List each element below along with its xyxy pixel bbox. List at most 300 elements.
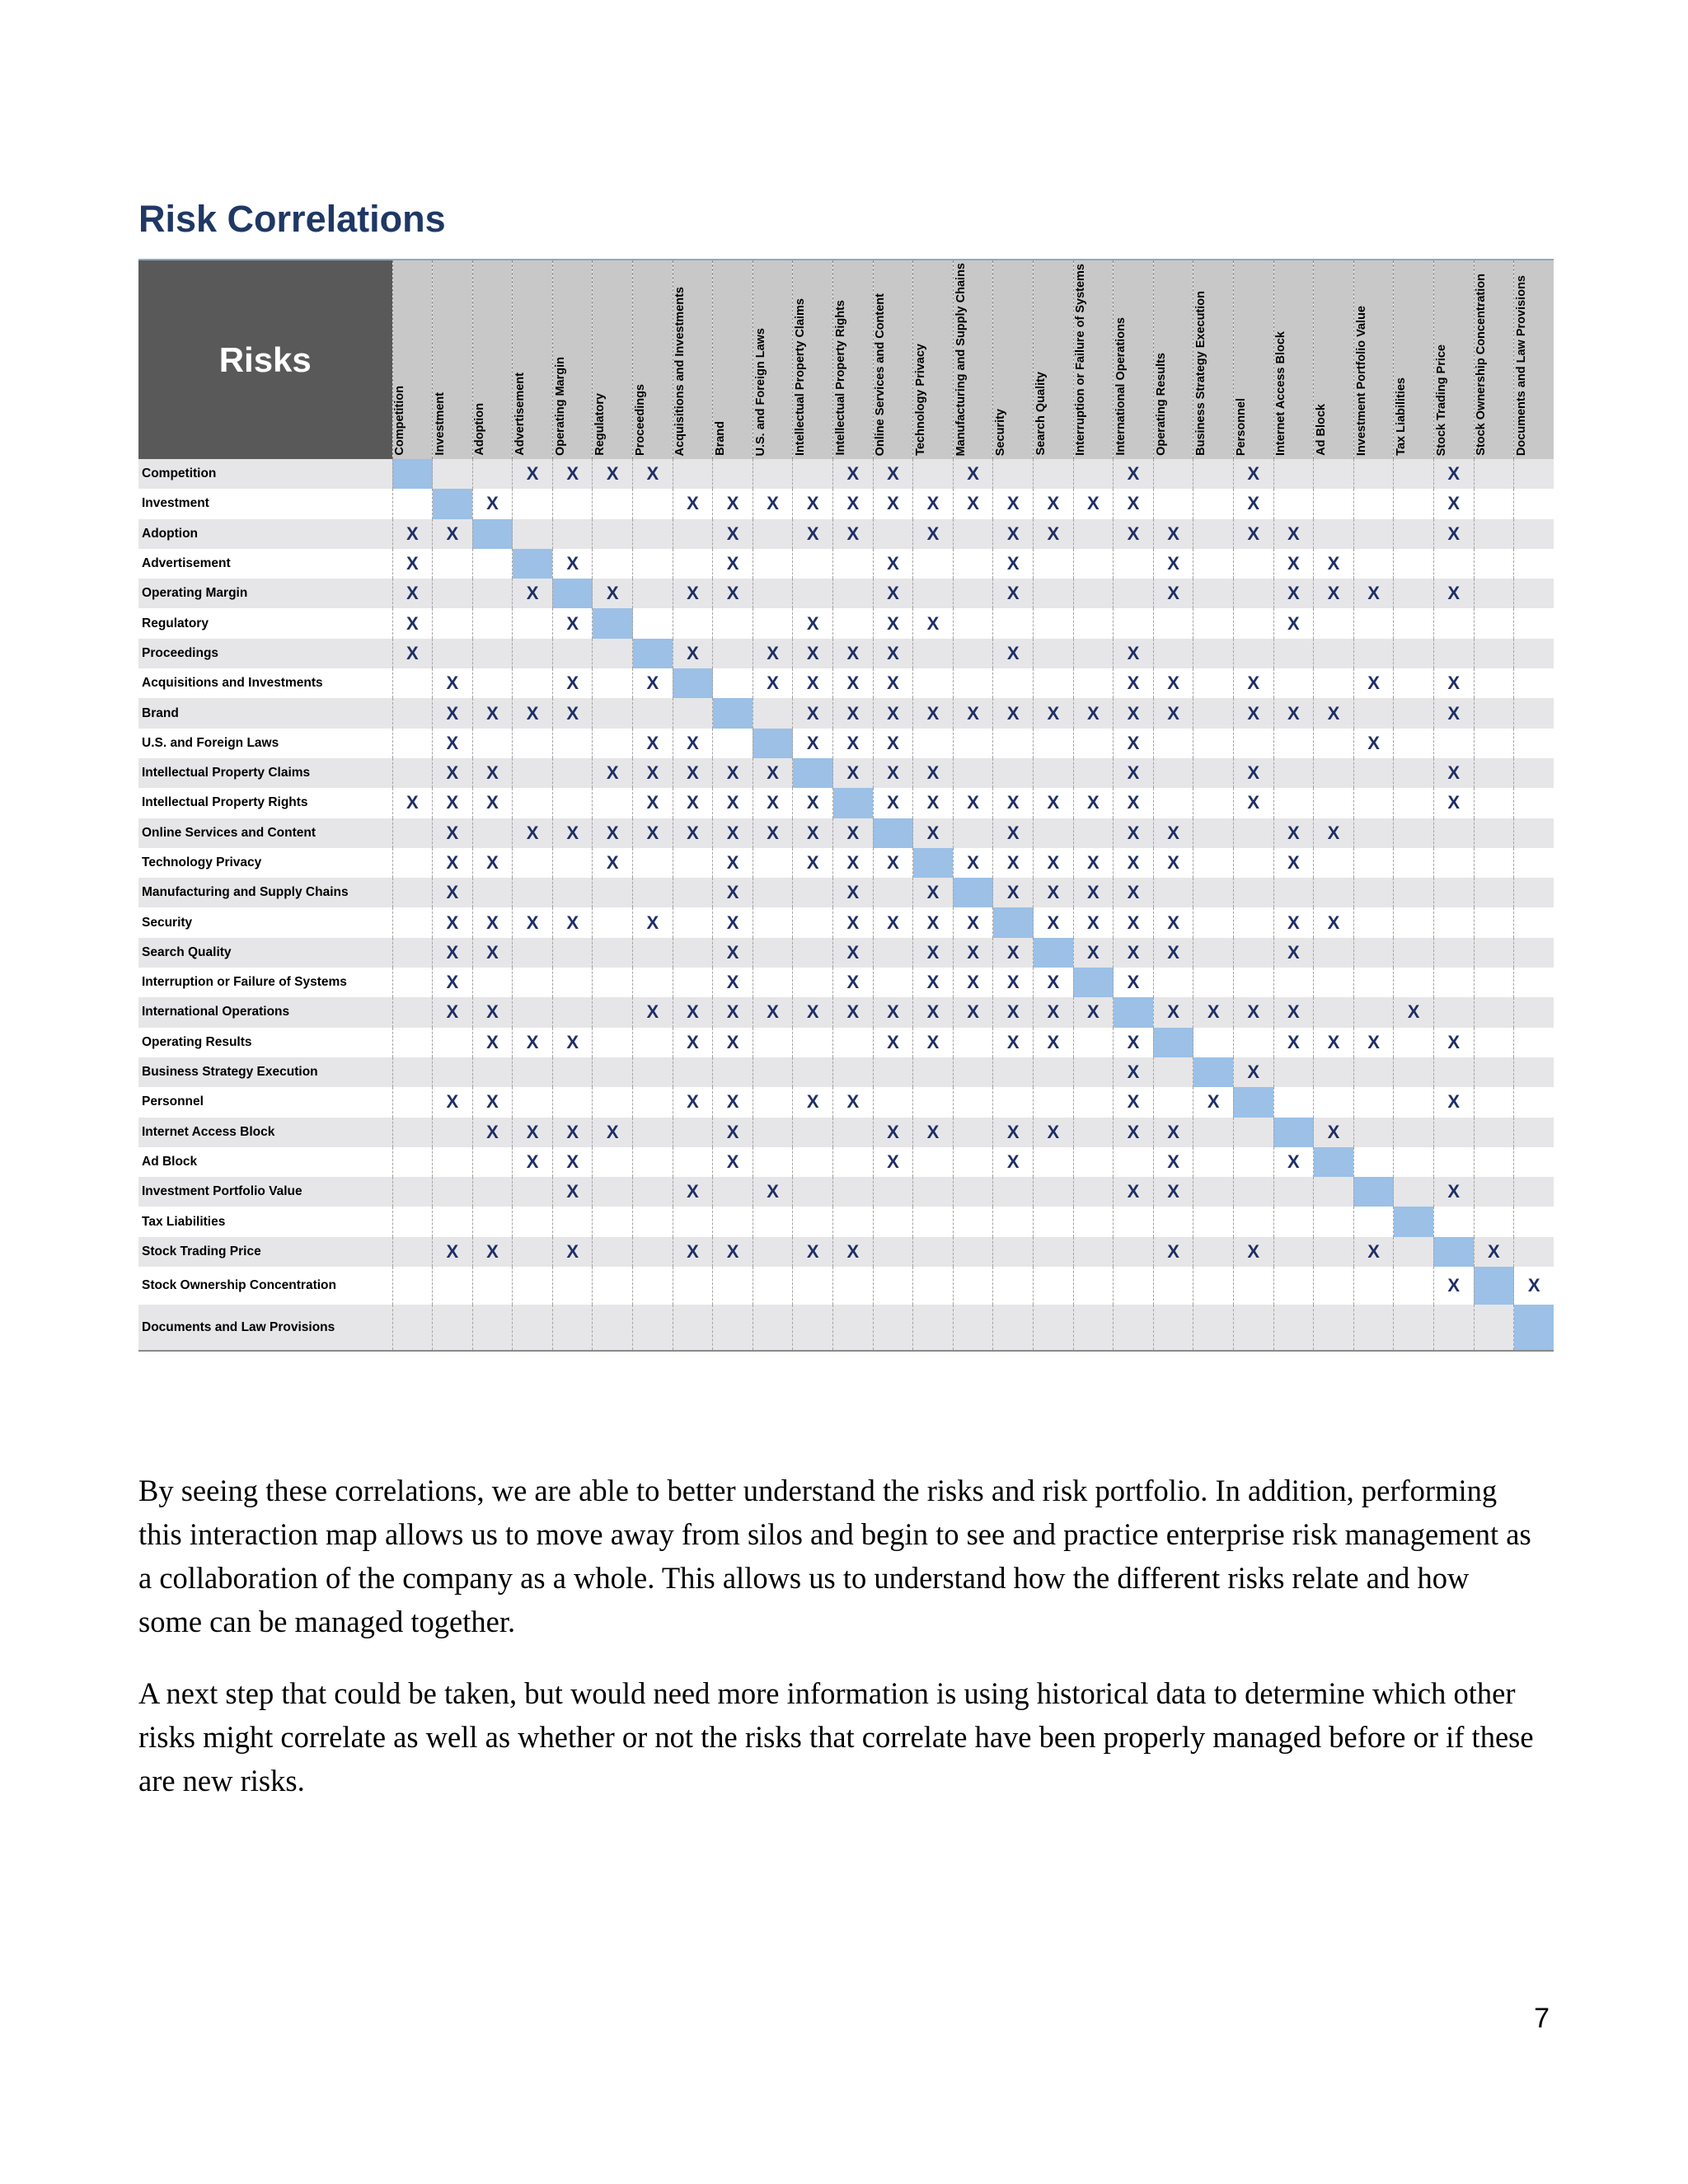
correlation-mark: X [1233,519,1273,549]
correlation-mark: X [593,848,633,878]
correlation-mark: X [1233,758,1273,788]
matrix-cell [1193,639,1234,668]
correlation-mark: X [873,758,913,788]
matrix-cell [1073,729,1114,758]
matrix-cell [1073,549,1114,579]
correlation-mark: X [833,818,874,848]
matrix-cell [953,729,993,758]
matrix-cell [1233,729,1273,758]
matrix-cell [1034,1207,1074,1236]
matrix-cell [1273,968,1314,997]
correlation-mark: X [1073,698,1114,728]
matrix-cell [993,1207,1034,1236]
matrix-cell [513,968,553,997]
matrix-cell [392,668,433,698]
matrix-cell [993,1267,1034,1305]
matrix-cell [913,1147,954,1177]
correlation-mark: X [873,1118,913,1147]
correlation-mark: X [1034,997,1074,1027]
row-label: Ad Block [138,1147,392,1177]
correlation-mark: X [472,1028,513,1057]
correlation-mark: X [833,639,874,668]
column-header-label: Interruption or Failure of Systems [1074,264,1088,456]
column-header [1394,260,1434,459]
matrix-cell [1233,1207,1273,1236]
matrix-cell [472,1057,513,1087]
correlation-mark: X [433,519,473,549]
matrix-cell [513,1087,553,1117]
correlation-mark: X [953,459,993,489]
correlation-mark: X [1114,668,1154,698]
correlation-mark: X [673,1237,713,1267]
correlation-mark: X [673,818,713,848]
matrix-cell [1034,639,1074,668]
correlation-mark: X [913,997,954,1027]
correlation-mark: X [833,1087,874,1117]
matrix-cell [713,639,753,668]
matrix-cell [513,788,553,818]
matrix-cell [713,459,753,489]
correlation-mark: X [713,1118,753,1147]
matrix-cell [753,519,793,549]
diagonal-cell [713,698,753,728]
correlation-mark: X [433,698,473,728]
diagonal-cell [513,549,553,579]
matrix-cell [513,1207,553,1236]
diagonal-cell [472,519,513,549]
matrix-cell [1193,1305,1234,1351]
matrix-cell [472,1177,513,1207]
correlation-mark: X [713,938,753,968]
matrix-cell [593,639,633,668]
matrix-cell [472,639,513,668]
matrix-cell [1514,668,1554,698]
matrix-cell [392,818,433,848]
matrix-cell [1514,1057,1554,1087]
matrix-cell [633,848,673,878]
correlation-mark: X [633,997,673,1027]
matrix-cell [1193,729,1234,758]
matrix-cell [753,549,793,579]
matrix-cell [1193,579,1234,608]
matrix-cell [833,579,874,608]
matrix-cell [633,1305,673,1351]
correlation-mark: X [913,519,954,549]
matrix-cell [673,549,713,579]
matrix-cell [1034,729,1074,758]
correlation-mark: X [1153,1147,1193,1177]
row-label: Competition [138,459,392,489]
matrix-cell [1193,878,1234,907]
matrix-cell [1474,1207,1514,1236]
matrix-cell [1114,608,1154,638]
correlation-mark: X [513,579,553,608]
matrix-cell [1273,758,1314,788]
matrix-cell [1034,818,1074,848]
correlation-mark: X [433,1087,473,1117]
matrix-cell [1073,1237,1114,1267]
correlation-mark: X [793,489,833,518]
correlation-mark: X [713,489,753,518]
correlation-mark: X [433,938,473,968]
matrix-cell [1433,968,1474,997]
matrix-cell [953,1028,993,1057]
matrix-cell [552,938,593,968]
column-header [833,260,874,459]
matrix-row [138,519,1554,549]
matrix-cell [993,1057,1034,1087]
matrix-cell [1034,1057,1074,1087]
paragraph-next-step: A next step that could be taken, but would need more information is using historical data to determine which other risks might correlate as well as whether or not the risks that correlate have been properly managed before or if these are new risks. [138,1676,1534,1797]
matrix-cell [1153,1087,1193,1117]
matrix-cell [1394,1087,1434,1117]
correlation-mark: X [1153,519,1193,549]
matrix-cell [673,1305,713,1351]
matrix-cell [793,1057,833,1087]
correlation-mark: X [1034,519,1074,549]
correlation-mark: X [593,818,633,848]
correlation-mark: X [552,608,593,638]
matrix-cell [392,938,433,968]
matrix-cell [953,1267,993,1305]
correlation-mark: X [673,788,713,818]
matrix-cell [1273,1305,1314,1351]
matrix-cell [993,758,1034,788]
diagonal-cell [993,907,1034,937]
matrix-cell [593,878,633,907]
correlation-mark: X [633,818,673,848]
column-header-label: Stock Trading Price [1434,344,1448,456]
matrix-cell [1314,848,1354,878]
matrix-cell [793,907,833,937]
diagonal-cell [1114,997,1154,1027]
matrix-cell [1514,1118,1554,1147]
matrix-cell [673,848,713,878]
matrix-cell [1193,1177,1234,1207]
matrix-cell [633,1147,673,1177]
matrix-cell [1073,1057,1114,1087]
correlation-mark: X [673,489,713,518]
matrix-cell [1353,1087,1394,1117]
matrix-cell [1514,848,1554,878]
correlation-mark: X [1114,758,1154,788]
correlation-mark: X [713,818,753,848]
correlation-mark: X [1034,788,1074,818]
correlation-mark: X [713,519,753,549]
matrix-cell [392,1147,433,1177]
correlation-mark: X [1073,907,1114,937]
matrix-cell [513,1267,553,1305]
correlation-mark: X [392,608,433,638]
matrix-cell [552,758,593,788]
matrix-cell [1034,668,1074,698]
correlation-mark: X [1233,698,1273,728]
matrix-cell [913,1087,954,1117]
matrix-row [138,1177,1554,1207]
correlation-mark: X [1073,938,1114,968]
matrix-cell [1034,549,1074,579]
correlation-mark: X [993,968,1034,997]
matrix-cell [753,907,793,937]
matrix-cell [513,758,553,788]
row-label: Search Quality [138,938,392,968]
matrix-cell [1394,459,1434,489]
matrix-cell [993,729,1034,758]
matrix-cell [433,608,473,638]
row-label: Personnel [138,1087,392,1117]
correlation-mark: X [833,519,874,549]
correlation-mark: X [793,997,833,1027]
matrix-cell [513,608,553,638]
correlation-mark: X [673,729,713,758]
matrix-cell [392,1267,433,1305]
matrix-cell [873,1057,913,1087]
matrix-cell [673,878,713,907]
matrix-cell [833,1267,874,1305]
row-label: Acquisitions and Investments [138,668,392,698]
row-label: Proceedings [138,639,392,668]
page-title: Risk Correlations [138,198,446,240]
matrix-cell [1314,489,1354,518]
matrix-cell [713,1177,753,1207]
diagonal-cell [433,489,473,518]
matrix-cell [1474,968,1514,997]
matrix-cell [552,968,593,997]
matrix-cell [593,1057,633,1087]
diagonal-cell [753,729,793,758]
matrix-cell [1514,579,1554,608]
diagonal-cell [1233,1087,1273,1117]
matrix-cell [1353,878,1394,907]
matrix-cell [1394,489,1434,518]
correlation-mark: X [1314,579,1354,608]
matrix-cell [1073,1267,1114,1305]
matrix-cell [1153,459,1193,489]
column-header-label: Proceedings [633,383,647,456]
correlation-mark: X [993,997,1034,1027]
matrix-cell [472,729,513,758]
matrix-cell [1073,608,1114,638]
column-header-label: Competition [393,386,407,456]
diagonal-cell [633,639,673,668]
correlation-mark: X [713,878,753,907]
matrix-cell [1353,758,1394,788]
matrix-cell [1034,1087,1074,1117]
correlation-mark: X [1273,579,1314,608]
correlation-mark: X [993,519,1034,549]
row-label: Intellectual Property Rights [138,788,392,818]
matrix-cell [1233,579,1273,608]
matrix-cell [1433,938,1474,968]
matrix-cell [753,1207,793,1236]
correlation-mark: X [433,818,473,848]
matrix-cell [552,1305,593,1351]
correlation-mark: X [953,907,993,937]
matrix-cell [1034,1147,1074,1177]
matrix-cell [1193,788,1234,818]
column-header-label: Personnel [1234,397,1248,456]
matrix-cell [1474,639,1514,668]
matrix-cell [433,1147,473,1177]
correlation-mark: X [513,698,553,728]
matrix-cell [953,1305,993,1351]
correlation-mark: X [1314,1028,1354,1057]
correlation-mark: X [913,907,954,937]
matrix-cell [1314,1305,1354,1351]
matrix-cell [1314,758,1354,788]
matrix-cell [392,878,433,907]
correlation-mark: X [873,549,913,579]
matrix-cell [833,1028,874,1057]
correlation-mark: X [433,878,473,907]
diagonal-cell [1273,1118,1314,1147]
correlation-mark: X [392,519,433,549]
matrix-cell [753,938,793,968]
row-label: Adoption [138,519,392,549]
column-header [472,260,513,459]
matrix-cell [1433,1147,1474,1177]
matrix-cell [1353,519,1394,549]
matrix-cell [1193,489,1234,518]
diagonal-cell [392,459,433,489]
matrix-cell [633,878,673,907]
correlation-mark: X [953,968,993,997]
matrix-cell [913,1057,954,1087]
matrix-cell [753,968,793,997]
correlation-mark: X [593,758,633,788]
diagonal-cell [1073,968,1114,997]
matrix-cell [1353,1057,1394,1087]
correlation-mark: X [1433,698,1474,728]
diagonal-cell [673,668,713,698]
matrix-cell [993,1177,1034,1207]
correlation-mark: X [873,698,913,728]
row-label: Security [138,907,392,937]
matrix-cell [1433,818,1474,848]
correlation-mark: X [593,1118,633,1147]
matrix-cell [1034,1305,1074,1351]
correlation-mark: X [1153,1237,1193,1267]
matrix-cell [673,1267,713,1305]
correlation-mark: X [1233,668,1273,698]
matrix-cell [793,1147,833,1177]
matrix-cell [833,1057,874,1087]
diagonal-cell [833,788,874,818]
correlation-mark: X [472,907,513,937]
matrix-cell [873,1177,913,1207]
matrix-cell [472,878,513,907]
correlation-mark: X [913,1028,954,1057]
matrix-cell [1273,1267,1314,1305]
matrix-cell [1394,608,1434,638]
matrix-cell [1394,1177,1434,1207]
correlation-mark: X [673,1087,713,1117]
matrix-cell [1433,848,1474,878]
correlation-mark: X [1114,489,1154,518]
column-header-label: Internet Access Block [1274,331,1288,456]
matrix-cell [433,579,473,608]
matrix-cell [1314,608,1354,638]
matrix-cell [392,1207,433,1236]
correlation-mark: X [1073,848,1114,878]
matrix-cell [433,639,473,668]
correlation-mark: X [1114,878,1154,907]
matrix-cell [913,1207,954,1236]
row-label: Stock Trading Price [138,1237,392,1267]
matrix-cell [392,1057,433,1087]
correlation-mark: X [433,848,473,878]
matrix-cell [753,1087,793,1117]
correlation-mark: X [1433,459,1474,489]
matrix-cell [913,1267,954,1305]
correlation-mark: X [1153,698,1193,728]
matrix-cell [472,549,513,579]
matrix-cell [713,1207,753,1236]
correlation-mark: X [392,579,433,608]
column-header [1433,260,1474,459]
correlation-mark: X [993,1028,1034,1057]
correlation-mark: X [833,968,874,997]
matrix-cell [953,1118,993,1147]
correlation-mark: X [552,459,593,489]
matrix-cell [1314,1177,1354,1207]
matrix-cell [552,1207,593,1236]
matrix-cell [633,698,673,728]
column-header-label: Documents and Law Provisions [1515,274,1529,456]
correlation-mark: X [833,668,874,698]
correlation-mark: X [1073,788,1114,818]
matrix-cell [1514,1147,1554,1177]
matrix-cell [392,907,433,937]
matrix-cell [793,968,833,997]
matrix-cell [1474,758,1514,788]
matrix-cell [472,608,513,638]
matrix-cell [1394,729,1434,758]
matrix-cell [1514,758,1554,788]
correlation-mark: X [472,1237,513,1267]
diagonal-cell [1314,1147,1354,1177]
matrix-cell [1353,489,1394,518]
correlation-mark: X [1193,997,1234,1027]
correlation-mark: X [793,608,833,638]
matrix-cell [1514,938,1554,968]
correlation-mark: X [552,1177,593,1207]
matrix-cell [1474,459,1514,489]
matrix-cell [1353,997,1394,1027]
matrix-cell [392,489,433,518]
correlation-mark: X [1034,1028,1074,1057]
matrix-cell [953,1087,993,1117]
matrix-cell [1233,1305,1273,1351]
matrix-cell [1073,579,1114,608]
matrix-cell [1394,668,1434,698]
matrix-cell [913,579,954,608]
correlation-mark: X [1273,1147,1314,1177]
matrix-cell [1314,788,1354,818]
matrix-row [138,878,1554,907]
matrix-cell [833,1118,874,1147]
correlation-mark: X [993,489,1034,518]
correlation-mark: X [1433,758,1474,788]
correlation-mark: X [753,668,793,698]
matrix-cell [1153,878,1193,907]
matrix-cell [593,1267,633,1305]
correlation-mark: X [833,848,874,878]
matrix-cell [1314,729,1354,758]
matrix-cell [593,1237,633,1267]
matrix-cell [913,1177,954,1207]
correlation-mark: X [392,788,433,818]
